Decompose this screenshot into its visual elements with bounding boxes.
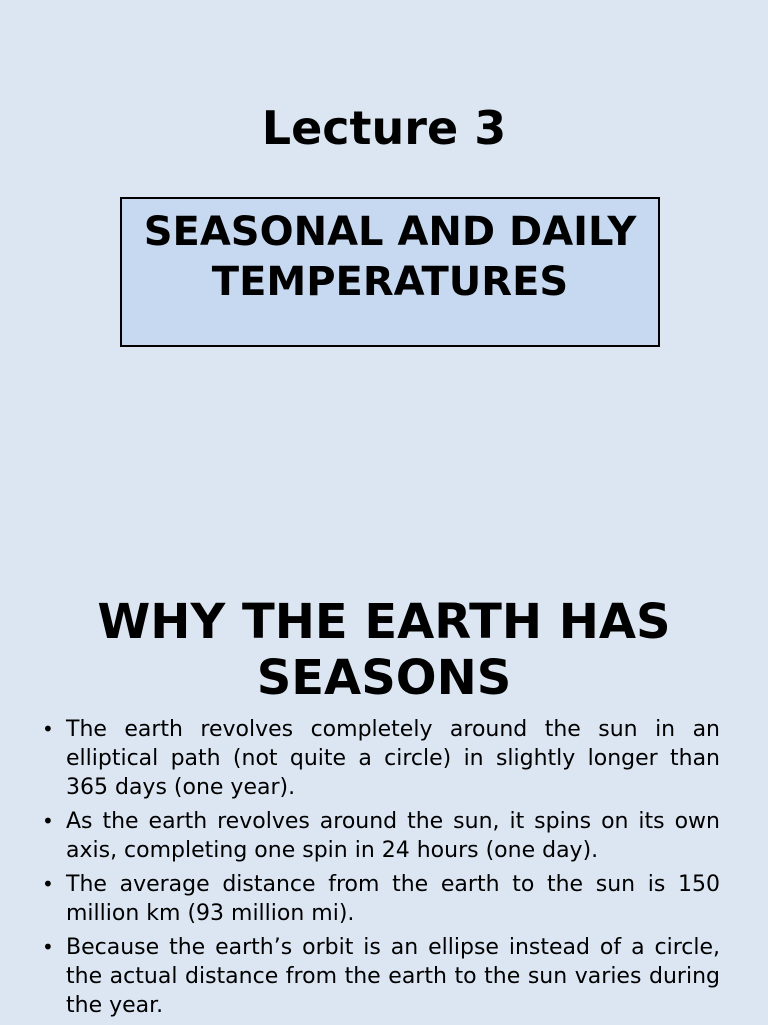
bullet-item <box>42 870 720 928</box>
bullet-text: The average distance from the earth to the sun is 150 million km (93 million mi). <box>66 872 720 926</box>
bullet-item <box>42 933 720 1020</box>
bullet-icon: • <box>42 935 54 959</box>
topic-title-box <box>120 197 660 347</box>
bullet-list <box>42 715 720 1025</box>
bullet-item <box>42 715 720 802</box>
topic-title: SEASONAL AND DAILY TEMPERATURES <box>143 209 637 305</box>
bullet-icon: • <box>42 872 54 896</box>
lecture-title: Lecture 3 <box>261 101 507 155</box>
slide-lecture-title <box>0 0 768 512</box>
section-title: WHY THE EARTH HAS SEASONS <box>97 594 671 706</box>
bullet-icon: • <box>42 809 54 833</box>
slide-why-seasons <box>0 512 768 1024</box>
bullet-icon: • <box>42 717 54 741</box>
bullet-text: Because the earth’s orbit is an ellipse instead of a circle, the actual distance from the earth to the sun varies during the year. <box>66 935 720 1018</box>
bullet-text: As the earth revolves around the sun, it spins on its own axis, completing one spin in 24 hours (one day). <box>66 809 720 863</box>
bullet-item <box>42 807 720 865</box>
bullet-text: The earth revolves completely around the sun in an elliptical path (not quite a circle) in slightly longer than 365 days (one year). <box>66 717 720 800</box>
